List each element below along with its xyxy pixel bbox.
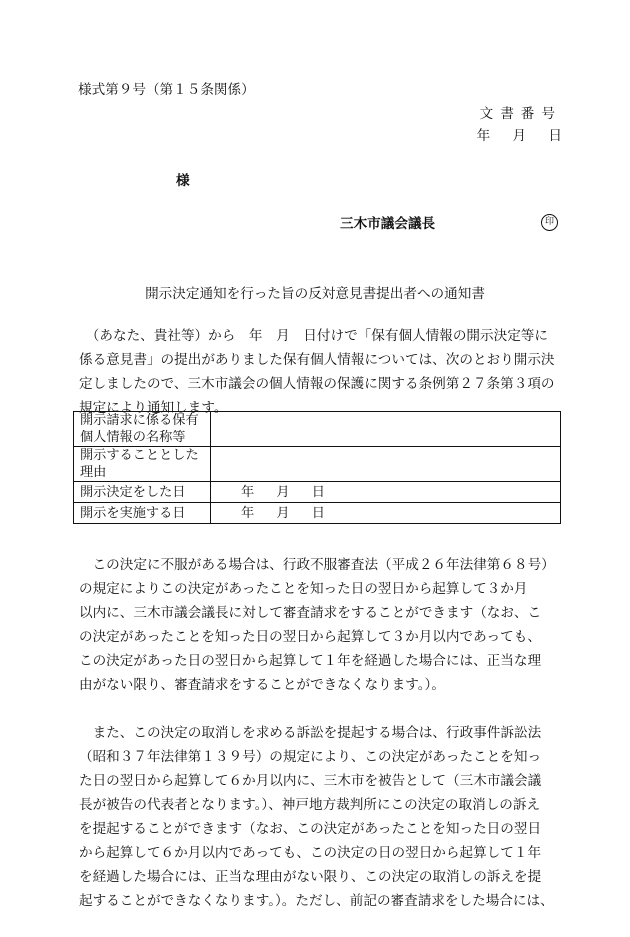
body-text — [79, 529, 579, 937]
table-value-cell: 年 月 日 — [211, 482, 561, 503]
table-row — [74, 482, 561, 503]
table-row — [74, 447, 561, 482]
table-row — [74, 503, 561, 524]
disclosure-table — [73, 411, 561, 524]
table-value-cell: 年 月 日 — [211, 503, 561, 524]
appeal-paragraph: この決定に不服がある場合は、行政不服審査法（平成２６年法律第６８号） の規定によりこの決定があったことを知った日の翌日から起算して３か月 以内に、三木市議会議長に対して審査請求をすることができます（なお、こ の決定があったことを知った日の翌日から起算して３か月以内であっても、 この決定があった日の翌日から起算して１年を経過した場合には、正当な理 由がない限り、審査請求をすることができなくなります。）。 — [79, 557, 555, 693]
table-value-cell — [211, 412, 561, 447]
table-label-cell: 開示することとした 理由 — [74, 447, 211, 482]
document-date-label: 年 月 日 — [476, 128, 562, 144]
addressee-honorific: 様 — [176, 173, 190, 189]
seal-mark: 印 — [541, 214, 558, 231]
form-number: 様式第９号（第１５条関係） — [78, 82, 255, 98]
table-row — [74, 412, 561, 447]
document-title: 開示決定通知を行った旨の反対意見書提出者への通知書 — [145, 286, 485, 302]
document-number-label: 文書番号 — [479, 106, 562, 122]
table-label-cell: 開示を実施する日 — [74, 503, 211, 524]
intro-paragraph: （あなた、貴社等）から 年 月 日付けで「保有個人情報の開示決定等に 係る意見書」の提出がありました保有個人情報については、次のとおり開示決 定しましたので、三木市議会の個人情報の保護に関する条例第２７条第３項の 規定により通知します。 — [79, 328, 555, 416]
table-label-cell: 開示決定をした日 — [74, 482, 211, 503]
sender-name: 三木市議会議長 — [340, 216, 436, 232]
table-value-cell — [211, 447, 561, 482]
lawsuit-paragraph: また、この決定の取消しを求める訴訟を提起する場合は、行政事件訴訟法 （昭和３７年法律第１３９号）の規定により、この決定があったことを知っ た日の翌日から起算して６か月以内に、三木市を被告として（三木市議会議 長が被告の代表者となります。）、神戸地方裁判所にこの決定の取消しの訴え を提起することができます（なお、この決定があったことを知った日の翌日 から起算して６か月以内であっても、この決定の日の翌日から起算して１年 を経過した場合には、正当な理由がない限り、この決定の取消しの訴えを提 起することができなくなります。）。ただし、前記の審査請求をした場合には、 — [79, 725, 554, 909]
table-label-cell: 開示請求に係る保有 個人情報の名称等 — [74, 412, 211, 447]
